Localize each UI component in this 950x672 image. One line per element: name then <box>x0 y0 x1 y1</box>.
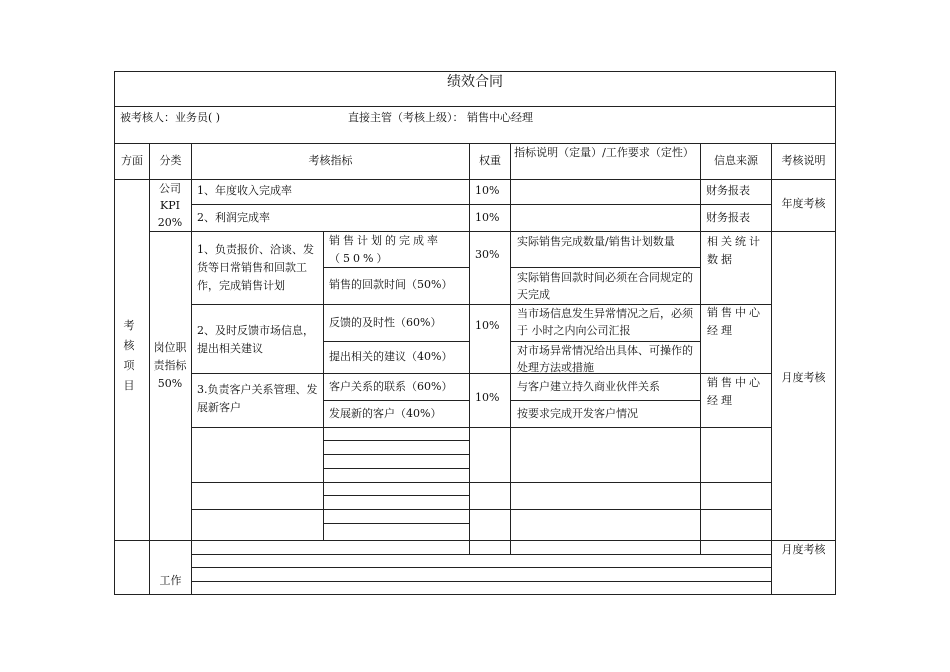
header-category: 分类 <box>159 154 182 167</box>
kpi-weight-2: 10% <box>475 211 500 224</box>
border-left <box>114 71 115 595</box>
header-note: 考核说明 <box>781 154 826 167</box>
performance-contract <box>114 71 836 595</box>
divider <box>323 454 469 455</box>
divider <box>191 509 771 510</box>
duty-desc-2a: 当市场信息发生异常情况之后，必须于 小时之内向公司汇报 <box>517 307 693 337</box>
divider <box>323 523 469 524</box>
header-source: 信息来源 <box>714 154 758 167</box>
header-aspect: 方面 <box>121 154 143 167</box>
duty-source-3: 销售中心经理 <box>707 376 763 407</box>
duty-weight-1: 30% <box>475 248 500 261</box>
divider <box>191 581 771 582</box>
job-duty-note: 月度考核 <box>781 371 826 384</box>
duty-source-2: 销售中心经理 <box>707 306 763 337</box>
divider <box>191 204 771 205</box>
divider <box>191 567 771 568</box>
divider <box>510 400 700 401</box>
duty-sub-2b: 提出相关的建议（40%） <box>329 350 453 363</box>
duty-weight-2: 10% <box>475 319 500 332</box>
divider <box>510 267 700 268</box>
divider <box>114 143 836 144</box>
border-bottom <box>114 594 836 595</box>
kpi-source-2: 财务报表 <box>706 211 750 224</box>
duty-sub-2a: 反馈的及时性（60%） <box>329 316 442 329</box>
duty-indicator-3: 3.负责客户关系管理、发展新客户 <box>197 383 318 414</box>
work-note: 月度考核 <box>781 543 826 556</box>
kpi-indicator-2: 2、利润完成率 <box>197 211 270 224</box>
border-right <box>835 71 836 595</box>
duty-indicator-2: 2、及时反馈市场信息，提出相关建议 <box>197 324 314 355</box>
duty-desc-3b: 按要求完成开发客户情况 <box>517 407 638 420</box>
divider <box>323 341 469 342</box>
duty-weight-3: 10% <box>475 391 500 404</box>
kpi-note: 年度考核 <box>781 197 826 210</box>
kpi-weight-1: 10% <box>475 184 500 197</box>
assessee-label: 被考核人：业务员( ) <box>120 111 221 124</box>
header-desc: 指标说明（定量）/工作要求（定性） <box>514 146 694 159</box>
header-indicator: 考核指标 <box>308 154 353 167</box>
duty-indicator-1: 1、负责报价、洽谈、发货等日常销售和回款工作，完成销售计划 <box>197 243 314 292</box>
supervisor-label: 直接主管（考核上级）： 销售中心经理 <box>348 111 533 124</box>
duty-desc-1b: 实际销售回款时间必须在合同规定的 天完成 <box>517 271 693 301</box>
header-weight: 权重 <box>479 154 501 167</box>
divider <box>149 231 836 232</box>
duty-desc-2b: 对市场异常情况给出具体、可操作的处理方法或措施 <box>517 344 693 374</box>
divider <box>191 143 192 595</box>
duty-sub-3a: 客户关系的联系（60%） <box>329 380 453 393</box>
aspect-label: 考核项目 <box>123 319 135 392</box>
divider <box>323 468 469 469</box>
duty-source-1: 相关统计数据 <box>707 235 763 266</box>
duty-desc-3a: 与客户建立持久商业伙伴关系 <box>517 380 660 393</box>
divider <box>191 427 771 428</box>
divider <box>114 106 836 107</box>
divider <box>323 440 469 441</box>
divider <box>149 143 150 595</box>
divider <box>323 495 469 496</box>
divider <box>114 179 836 180</box>
duty-sub-1a: 销售计划的完成率（50%） <box>329 234 441 265</box>
duty-desc-1a: 实际销售完成数量/销售计划数量 <box>517 235 675 248</box>
job-duty-category: 岗位职责指标50% <box>153 341 187 390</box>
page-title: 绩效合同 <box>447 74 503 90</box>
divider <box>114 540 836 541</box>
divider <box>191 482 771 483</box>
divider <box>323 400 469 401</box>
kpi-indicator-1: 1、年度收入完成率 <box>197 184 292 197</box>
work-category: 工作 <box>159 574 182 587</box>
duty-sub-3b: 发展新的客户（40%） <box>329 407 442 420</box>
kpi-source-1: 财务报表 <box>706 184 750 197</box>
company-kpi-category: 公司KPI 20% <box>157 182 183 229</box>
divider <box>191 554 771 555</box>
duty-sub-1b: 销售的回款时间（50%） <box>329 278 453 291</box>
